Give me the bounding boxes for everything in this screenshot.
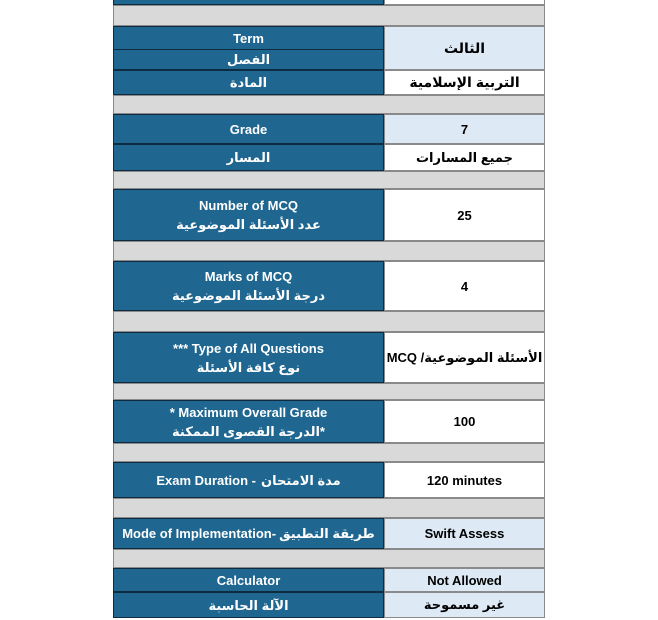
mcq-marks-value-cell <box>384 261 545 311</box>
subject-value: التربية الإسلامية <box>409 74 520 90</box>
row-separator <box>113 383 545 400</box>
row-separator <box>113 5 545 26</box>
mcq-marks-row <box>113 261 545 311</box>
row-separator <box>113 443 545 462</box>
mcq-marks-value: 4 <box>460 278 469 294</box>
mcq-count-value: 25 <box>457 207 472 223</box>
max-grade-label-cell <box>113 400 384 443</box>
mcq-count-label-ar: عدد الأسئلة الموضوعية <box>176 217 321 232</box>
max-grade-label-en: * Maximum Overall Grade <box>169 404 328 420</box>
mcq-count-row <box>113 189 545 241</box>
grade-label-en: Grade <box>229 121 268 137</box>
term-value: الثالث <box>443 39 486 56</box>
duration-value: 120 minutes <box>426 472 503 488</box>
row-separator <box>113 498 545 518</box>
term-label-en: Term <box>233 30 264 46</box>
calculator-value-cell-en <box>384 568 545 592</box>
duration-value-cell <box>384 462 545 498</box>
grade-label-cell <box>113 114 384 144</box>
mcq-marks-label-ar: درجة الأسئلة الموضوعية <box>171 288 326 303</box>
mcq-marks-label-cell <box>113 261 384 311</box>
row-separator <box>113 311 545 332</box>
max-grade-label-ar: *الدرجة القصوى الممكنة <box>172 423 325 439</box>
row-separator <box>113 549 545 568</box>
calculator-label-en: Calculator <box>216 572 281 588</box>
row-separator <box>113 171 545 189</box>
grade-value: 7 <box>460 121 469 137</box>
mode-row <box>113 518 545 549</box>
mcq-count-label-cell <box>113 189 384 241</box>
max-grade-value: 100 <box>453 414 476 429</box>
row-separator <box>113 95 545 114</box>
duration-label-ar: مدة الامتحان <box>261 472 341 488</box>
row-separator <box>113 241 545 261</box>
question-type-value: الأسئلة الموضوعية/ MCQ <box>386 349 543 365</box>
track-label-cell <box>113 144 384 171</box>
question-type-row <box>113 332 545 383</box>
max-grade-row <box>113 400 545 443</box>
duration-label-cell <box>113 462 384 498</box>
term-label-ar: الفصل <box>226 51 271 67</box>
duration-row <box>113 462 545 498</box>
calculator-label-cell-en <box>113 568 384 592</box>
duration-label-en: Exam Duration - <box>156 472 256 488</box>
mcq-count-label-en: Number of MCQ <box>199 198 298 213</box>
question-type-label-cell <box>113 332 384 383</box>
question-type-value-cell <box>384 332 545 383</box>
exam-specification-table <box>113 0 545 620</box>
mode-label-en: Mode of Implementation- <box>122 526 277 541</box>
term-row <box>113 26 545 70</box>
track-value: جميع المسارات <box>415 149 514 165</box>
question-type-label-en: *** Type of All Questions <box>173 340 324 356</box>
mcq-count-value-cell <box>384 189 545 241</box>
grade-row <box>113 114 545 144</box>
term-value-cell <box>384 26 545 70</box>
subject-value-cell <box>384 70 545 95</box>
track-value-cell <box>384 144 545 171</box>
mode-value-cell <box>384 518 545 549</box>
calculator-value-en: Not Allowed <box>427 572 502 588</box>
calculator-label-ar: الآلة الحاسبة <box>208 597 289 613</box>
track-label-ar: المسار <box>226 150 271 165</box>
calculator-row-ar <box>113 592 545 618</box>
subject-row <box>113 70 545 95</box>
subject-label-cell <box>113 70 384 95</box>
calculator-value-ar: غير مسموحة <box>423 597 506 612</box>
calculator-value-cell-ar <box>384 592 545 618</box>
subject-label-ar: المادة <box>229 75 268 90</box>
max-grade-value-cell <box>384 400 545 443</box>
grade-value-cell <box>384 114 545 144</box>
calculator-label-cell-ar <box>113 592 384 618</box>
mode-label-cell <box>113 518 384 549</box>
track-row <box>113 144 545 171</box>
mcq-marks-label-en: Marks of MCQ <box>204 269 293 284</box>
question-type-label-ar: نوع كافة الأسئلة <box>196 359 301 375</box>
mode-value: Swift Assess <box>424 526 505 541</box>
calculator-row-en <box>113 568 545 592</box>
mode-label-ar: طريقة التطبيق <box>279 526 375 541</box>
term-label-cell <box>113 26 384 70</box>
